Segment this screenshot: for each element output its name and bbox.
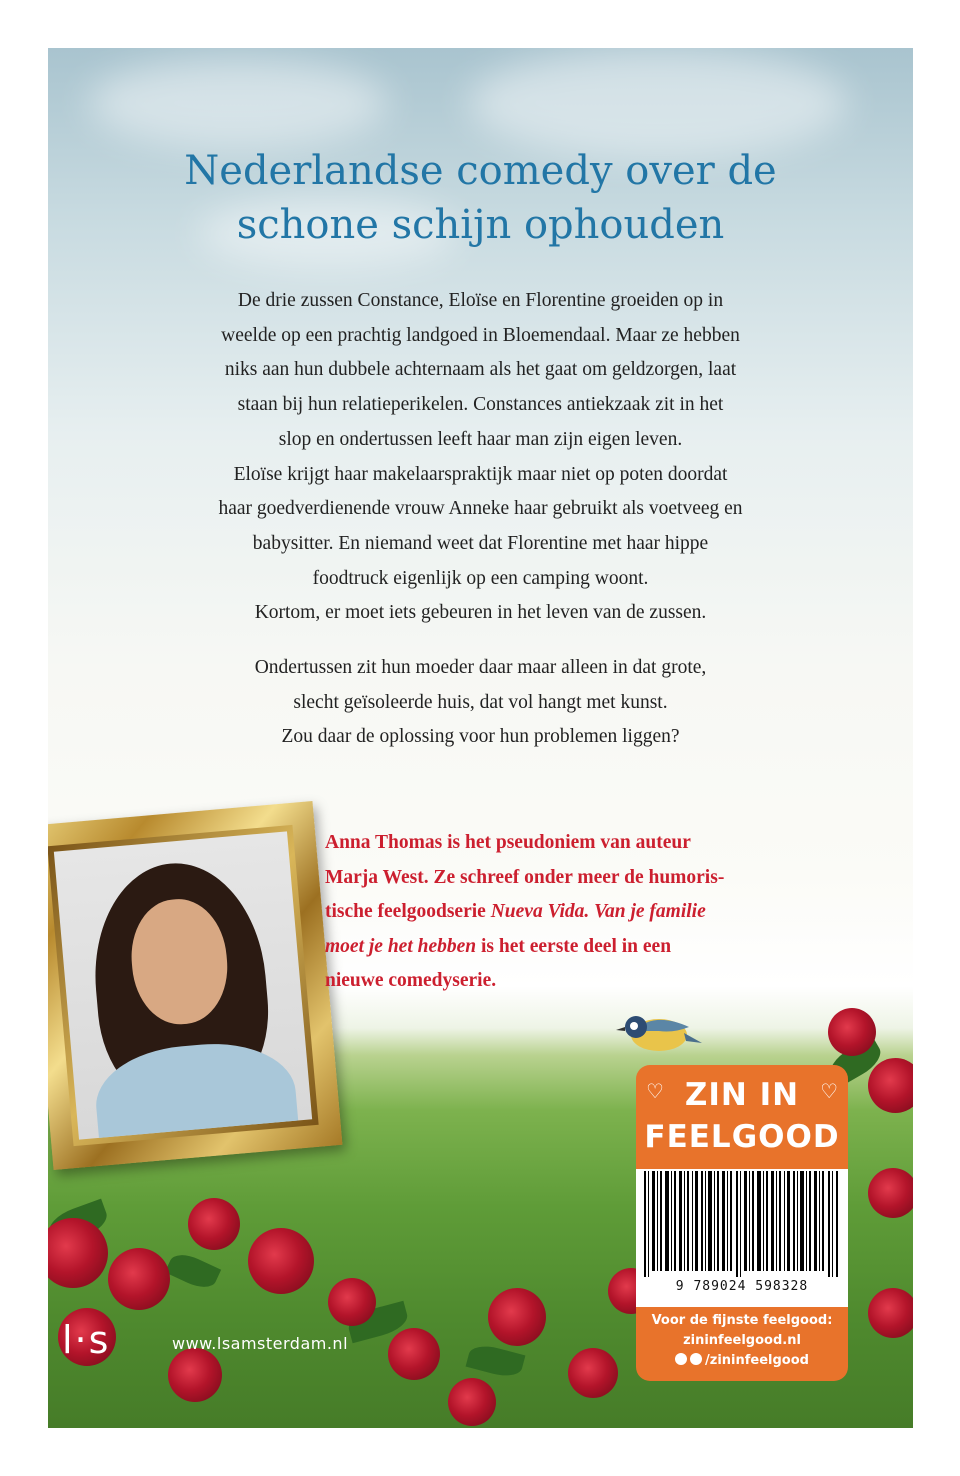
barcode — [636, 1169, 848, 1307]
author-photo — [54, 831, 312, 1139]
author-photo-frame — [48, 801, 342, 1170]
rose — [328, 1278, 376, 1326]
rose — [48, 1218, 108, 1288]
synopsis-line: De drie zussen Constance, Eloïse en Florentine groeiden op in — [237, 290, 724, 311]
rose — [448, 1378, 496, 1426]
facebook-icon — [675, 1353, 687, 1365]
badge-line: FEELGOOD — [644, 1119, 840, 1155]
bird-illustration — [614, 1003, 704, 1063]
book-title: moet je het hebben — [325, 935, 477, 957]
rose — [868, 1288, 913, 1338]
tagline-heading — [48, 144, 913, 252]
bio-line: nieuwe comedyserie. — [325, 970, 497, 991]
synopsis-line: haar goedverdienende vrouw Anneke haar gebruikt als voetveeg en — [218, 498, 743, 520]
cloud — [468, 48, 848, 158]
synopsis-line: niks aan hun dubbele achternaam als het gaat om geldzorgen, laat — [224, 359, 737, 381]
synopsis-line: Eloïse krijgt haar makelaarspraktijk maar niet op poten doordat — [233, 463, 728, 485]
rose — [188, 1198, 240, 1250]
bio-line: tische feelgoodserie Nueva Vida. Van je familie — [325, 901, 706, 922]
publisher-logo: l·s — [62, 1318, 111, 1362]
rose — [828, 1008, 876, 1056]
synopsis — [48, 284, 913, 755]
bio-line: moet je het hebben is het eerste deel in een — [325, 935, 672, 957]
tagline-line: schone schijn ophouden — [236, 202, 725, 248]
synopsis-line: foodtruck eigenlijk op een camping woont. — [312, 567, 649, 589]
isbn-number: 9 789024 598328 — [675, 1279, 809, 1294]
badge-line: ZIN IN — [684, 1077, 800, 1113]
footer-website[interactable]: zininfeelgood.nl — [683, 1333, 801, 1348]
badge-footer — [636, 1307, 848, 1381]
heart-icon: ♡ — [646, 1079, 664, 1103]
series-title: Nueva Vida. Van je familie — [490, 901, 706, 922]
book-back-cover — [48, 48, 913, 1428]
bio-line: Anna Thomas is het pseudoniem van auteur — [325, 832, 691, 853]
cloud — [88, 58, 388, 148]
zin-in-feelgood-badge — [636, 1065, 848, 1169]
synopsis-line: Ondertussen zit hun moeder daar maar alleen in dat grote, — [254, 657, 707, 679]
synopsis-line: slecht geïsoleerde huis, dat vol hangt met kunst. — [293, 691, 668, 713]
instagram-icon — [690, 1353, 702, 1365]
tagline-line: Nederlandse comedy over de — [184, 148, 777, 194]
rose — [248, 1228, 314, 1294]
footer-line: Voor de fijnste feelgood: — [651, 1313, 833, 1328]
rose — [388, 1328, 440, 1380]
footer-social[interactable]: /zininfeelgood — [636, 1351, 848, 1371]
synopsis-line: Zou daar de oplossing voor hun problemen liggen? — [281, 726, 680, 748]
rose — [108, 1248, 170, 1310]
synopsis-line: staan bij hun relatieperikelen. Constances antiekzaak zit in het — [237, 394, 724, 416]
rose — [868, 1168, 913, 1218]
rose — [868, 1058, 913, 1113]
bio-line: Marja West. Ze schreef onder meer de humoris- — [325, 866, 725, 888]
heart-icon: ♡ — [820, 1079, 838, 1103]
barcode-bars — [644, 1171, 840, 1277]
author-bio — [325, 826, 885, 999]
synopsis-line: slop en ondertussen leeft haar man zijn eigen leven. — [278, 428, 683, 450]
synopsis-line: weelde op een prachtig landgoed in Bloemendaal. Maar ze hebben — [221, 324, 740, 346]
publisher-website[interactable]: www.lsamsterdam.nl — [172, 1334, 349, 1353]
rose — [488, 1288, 546, 1346]
synopsis-line: Kortom, er moet iets gebeuren in het leven van de zussen. — [254, 602, 707, 624]
rose — [568, 1348, 618, 1398]
synopsis-line: babysitter. En niemand weet dat Florentine met haar hippe — [252, 532, 709, 554]
rose — [168, 1348, 222, 1402]
